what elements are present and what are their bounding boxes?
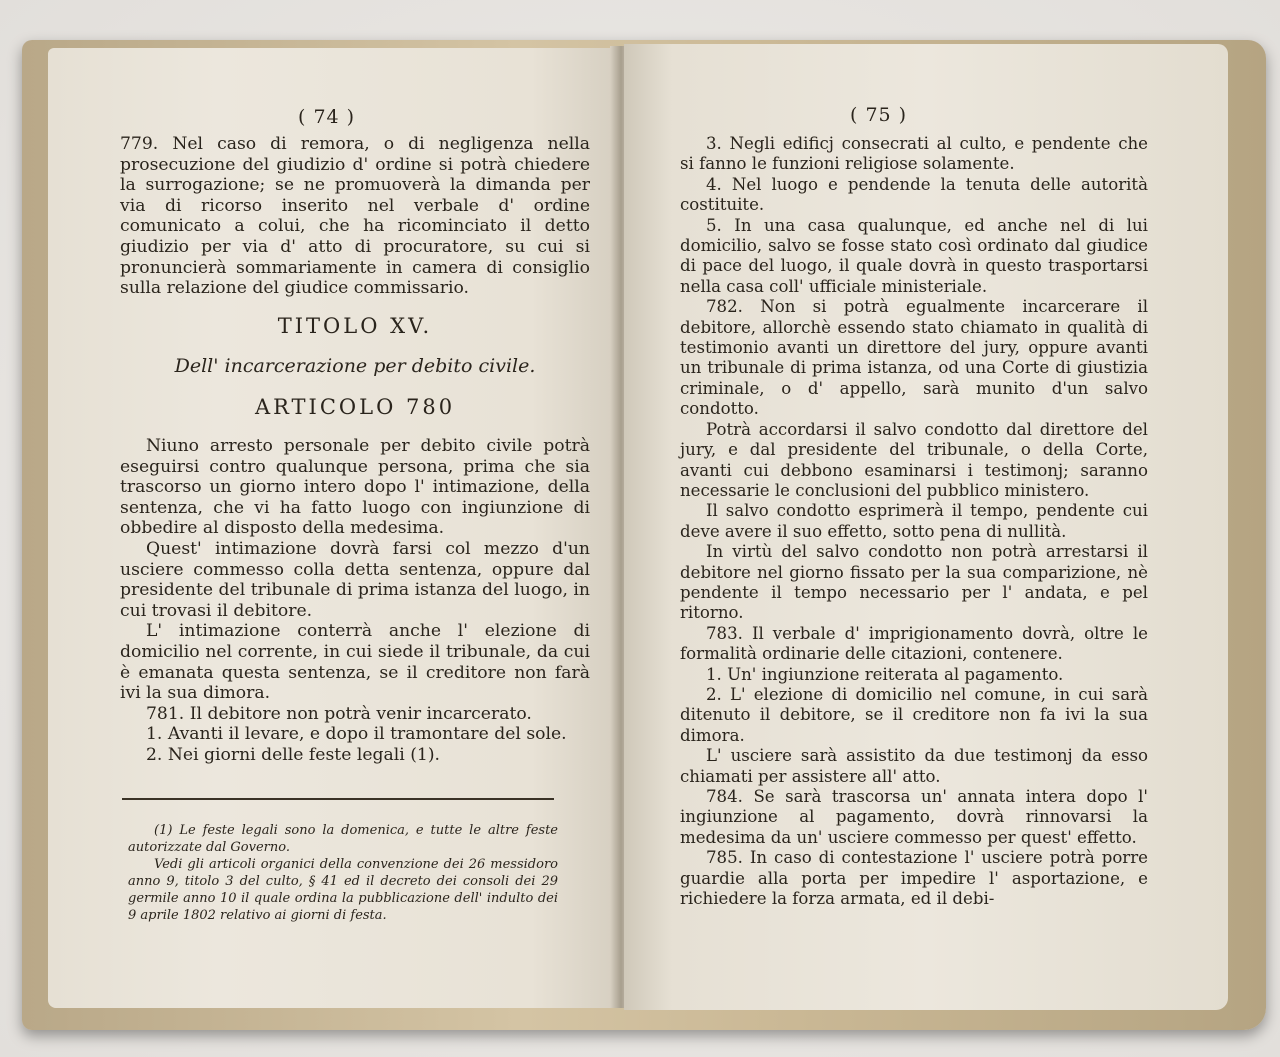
- subtitle-heading: Dell' incarcerazione per debito civile.: [174, 355, 536, 377]
- paragraph-text: 5. In una casa qualunque, ed anche nel di lui domicilio, salvo se fosse stato così ordinato dal giudice di pace del luogo, il quale dovrà in questo trasportarsi nella casa coll' ufficiale ministeriale.: [680, 215, 1148, 296]
- paragraph-text: 1. Un' ingiunzione reiterata al pagamento.: [706, 664, 1064, 684]
- footnote-rule: [122, 798, 554, 800]
- paragraph-text: 3. Negli edificj consecrati al culto, e pendente che si fanno le funzioni religiose solamente.: [680, 134, 1148, 174]
- right-page: [624, 44, 1228, 1010]
- paragraph-text: L' intimazione conterrà anche l' elezione di domicilio nel corrente, in cui siede il tribunale, da cui è emanata questa sentenza, se il creditore non farà ivi la sua dimora.: [120, 621, 590, 704]
- title-heading: TITOLO XV.: [277, 314, 433, 338]
- paragraph-text: 783. Il verbale d' imprigionamento dovrà, oltre le formalità ordinarie delle citazioni, contenere.: [680, 623, 1148, 664]
- footnote-text: Vedi gli articoli organici della convenzione dei 26 messidoro anno 9, titolo 3 del culto, § 41 ed il decreto dei consoli dei 29 germile anno 10 il quale ordina la pubblicazione dell' indulto dei 9 aprile 1802 relativo ai giorni di festa.: [128, 857, 558, 923]
- paragraph-text: Niuno arresto personale per debito civile potrà eseguirsi contro qualunque persona, prima che sia trascorso un giorno intero dopo l' intimazione, della sentenza, che vi ha fatto luogo con ingiunzione di obbedire al disposto della medesima.: [120, 436, 590, 539]
- paragraph-text: 782. Non si potrà egualmente incarcerare il debitore, allorchè essendo stato chiamato in qualità di testimonio avanti un direttore del jury, oppure avanti un tribunale di prima istanza, od una Corte di giustizia criminale, o d' appello, sarà munito d'un salvo condotto.: [680, 297, 1148, 419]
- paragraph-text: Potrà accordarsi il salvo condotto dal direttore del jury, e dal presidente del tribunale, o della Corte, avanti cui debbono esaminarsi i testimonj; saranno necessarie le conclusioni del pubblico ministero.: [680, 419, 1148, 500]
- paragraph-text: Quest' intimazione dovrà farsi col mezzo d'un usciere commesso colla detta sentenza, oppure dal presidente del tribunale di prima istanza del luogo, in cui trovasi il debitore.: [120, 538, 590, 621]
- article-text: [680, 134, 1148, 909]
- paragraph-779: [120, 134, 590, 299]
- article-heading: ARTICOLO 780: [254, 395, 456, 419]
- left-page: [48, 48, 616, 1008]
- paragraph-text: 2. Nei giorni delle feste legali (1).: [146, 744, 441, 765]
- paragraph-text: 1. Avanti il levare, e dopo il tramontare del sole.: [146, 724, 567, 745]
- paragraph-text: 779. Nel caso di remora, o di negligenza nella prosecuzione del giudizio d' ordine si potrà chiedere la surrogazione; se ne promuoverà la dimanda per via di ricorso inserito nel verbale d' ordine comunicato a colui, che ha ricominciato il detto giudizio per via d' atto di procuratore, su cui si pronuncierà sommariamente in camera di consiglio sulla relazione del giudice commissario.: [120, 134, 590, 299]
- paragraph-text: 781. Il debitore non potrà venir incarcerato.: [146, 703, 532, 724]
- paragraph-text: L' usciere sarà assistito da due testimonj da esso chiamati per assistere all' atto.: [680, 746, 1148, 786]
- footnotes: [128, 822, 558, 924]
- paragraph-text: 785. In caso di contestazione l' usciere potrà porre guardie alla porta per impedire l' asportazione, e richiedere la forza armata, ed il debi-: [680, 848, 1148, 909]
- footnote-text: (1) Le feste legali sono la domenica, e tutte le altre feste autorizzate dal Governo.: [128, 823, 558, 855]
- paragraph-text: 784. Se sarà trascorsa un' annata intera dopo l' ingiunzione al pagamento, dovrà rinnovarsi la medesima da un' usciere commesso per quest' effetto.: [680, 787, 1148, 847]
- paragraph-text: Il salvo condotto esprimerà il tempo, pendente cui deve avere il suo effetto, sotto pena di nullità.: [680, 501, 1148, 541]
- paragraph-text: In virtù del salvo condotto non potrà arrestarsi il debitore nel giorno fissato per la sua comparizione, nè pendente il tempo necessario per l' andata, e pel ritorno.: [680, 542, 1148, 623]
- paragraph-text: 4. Nel luogo e pendende la tenuta delle autorità costituite.: [680, 174, 1148, 215]
- page-number-left: ( 74 ): [298, 106, 356, 128]
- article-text: [120, 436, 590, 766]
- page-number-right: ( 75 ): [850, 104, 908, 126]
- paragraph-text: 2. L' elezione di domicilio nel comune, in cui sarà ditenuto il debitore, se il creditore non fa ivi la sua dimora.: [680, 684, 1148, 745]
